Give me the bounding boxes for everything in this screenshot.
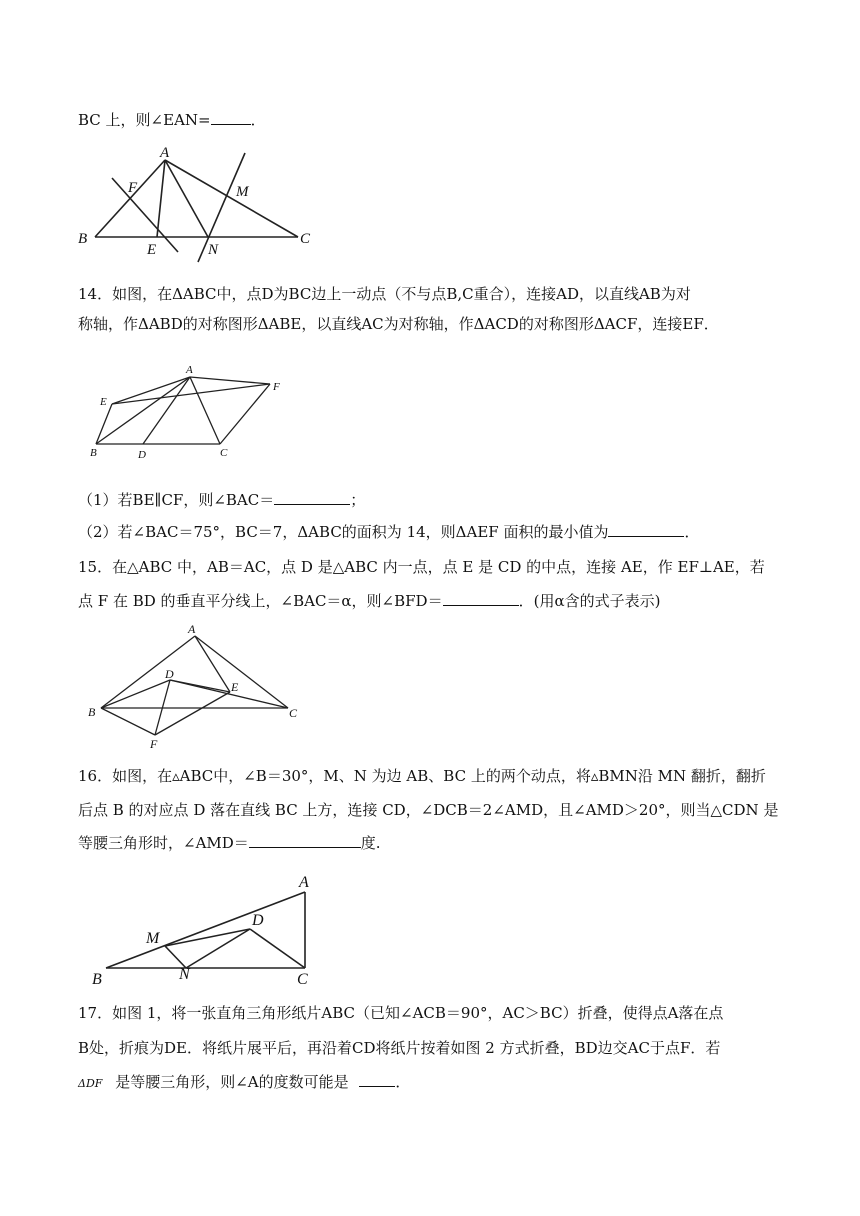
fig13-label-a: A: [160, 145, 170, 161]
q17-line1: 17．如图 1，将一张直角三角形纸片ABC（已知∠ACB＝90°，AC＞BC）折叠，使得点A落在点: [78, 1004, 724, 1022]
fig13-label-n: N: [208, 242, 219, 258]
fig15-label-a: A: [188, 622, 196, 636]
q14-sub2: [78, 522, 699, 542]
fig16-label-c: C: [297, 971, 308, 988]
fig15-label-b: B: [88, 705, 96, 719]
q16-line2: 后点 B 的对应点 D 落在直线 BC 上方，连接 CD，∠DCB＝2∠AMD，且∠AMD＞20°，则当△CDN 是: [78, 801, 779, 819]
q14-sub1-blank[interactable]: [274, 490, 350, 505]
q14-sub1-end: ；: [350, 491, 366, 509]
fig14-label-b: B: [90, 447, 97, 459]
q14-line2: 称轴，作ΔABD的对称图形ΔABE，以直线AC为对称轴，作ΔACD的对称图形ΔACF，连接EF．: [78, 315, 719, 333]
fig15-label-d: D: [165, 667, 174, 681]
q17-line3: [78, 1072, 410, 1094]
fig14-label-e: E: [100, 396, 107, 408]
q14-sub2-text: （2）若∠BAC＝75°，BC＝7，ΔABC的面积为 14，则ΔAEF 面积的最小值为: [78, 523, 609, 541]
q13-answer-blank[interactable]: [211, 110, 251, 125]
fig14-label-d: D: [138, 449, 146, 461]
q17-triangle-label: ΔDF: [78, 1077, 103, 1090]
q16-line3-end: 度.: [360, 834, 381, 852]
fig13-label-m: M: [236, 184, 249, 200]
fig14-label-f: F: [273, 381, 280, 393]
q16-line3-text: 等腰三角形时，∠AMD＝: [78, 834, 249, 852]
fig13-label-f: F: [128, 180, 138, 196]
fig15-label-f: F: [150, 737, 158, 751]
figure-14: [85, 360, 290, 460]
fig13-label-b: B: [78, 231, 88, 247]
fig15-label-e: E: [231, 680, 239, 694]
q15-answer-blank[interactable]: [443, 591, 519, 606]
q16-line3: [78, 833, 381, 853]
q17-line3-text: 是等腰三角形，则∠A的度数可能是: [115, 1073, 349, 1091]
q17-line3-end: ．: [395, 1073, 411, 1091]
q15-line2-text: 点 F 在 BD 的垂直平分线上，∠BAC＝α，则∠BFD＝: [78, 592, 443, 610]
fig13-label-e: E: [147, 242, 157, 258]
fig14-label-c: C: [220, 447, 228, 459]
q15-line1: 15．在△ABC 中，AB＝AC，点 D 是△ABC 内一点，点 E 是 CD 的中点，连接 AE，作 EF⊥AE，若: [78, 558, 765, 576]
fig14-label-a: A: [186, 364, 193, 376]
figure-13: [70, 140, 330, 270]
q13-end: ．: [250, 111, 266, 129]
figure-16: [85, 865, 325, 990]
q13-tail: BC 上，则∠EAN=: [78, 111, 211, 129]
q14-line1: 14．如图，在ΔABC中，点D为BC边上一动点（不与点B,C重合），连接AD，以直线AB为对: [78, 285, 691, 303]
fig16-label-m: M: [146, 930, 160, 947]
q14-sub2-end: ．: [684, 523, 700, 541]
q16-answer-blank[interactable]: [249, 833, 361, 848]
q17-answer-blank[interactable]: [359, 1072, 395, 1087]
fig16-label-a: A: [299, 874, 309, 891]
q14-sub1: [78, 490, 365, 510]
fig16-label-d: D: [252, 912, 264, 929]
fig16-label-b: B: [92, 971, 102, 988]
q15-line2: [78, 591, 660, 611]
q13-text: [78, 110, 266, 130]
q14-sub1-text: （1）若BE∥CF，则∠BAC＝: [78, 491, 275, 509]
q17-line2: B处，折痕为DE．将纸片展平后，再沿着CD将纸片按着如图 2 方式折叠，BD边交AC于点F．若: [78, 1039, 721, 1057]
figure-15: [85, 620, 305, 755]
q16-line1: 16．如图，在▵ABC中，∠B＝30°，M、N 为边 AB、BC 上的两个动点，将▵BMN沿 MN 翻折，翻折: [78, 767, 766, 785]
q15-line2-end: ．(用α含的式子表示): [518, 592, 661, 610]
fig16-label-n: N: [179, 966, 190, 983]
q14-sub2-blank[interactable]: [608, 522, 684, 537]
fig13-label-c: C: [300, 231, 311, 247]
fig15-label-c: C: [289, 706, 298, 720]
